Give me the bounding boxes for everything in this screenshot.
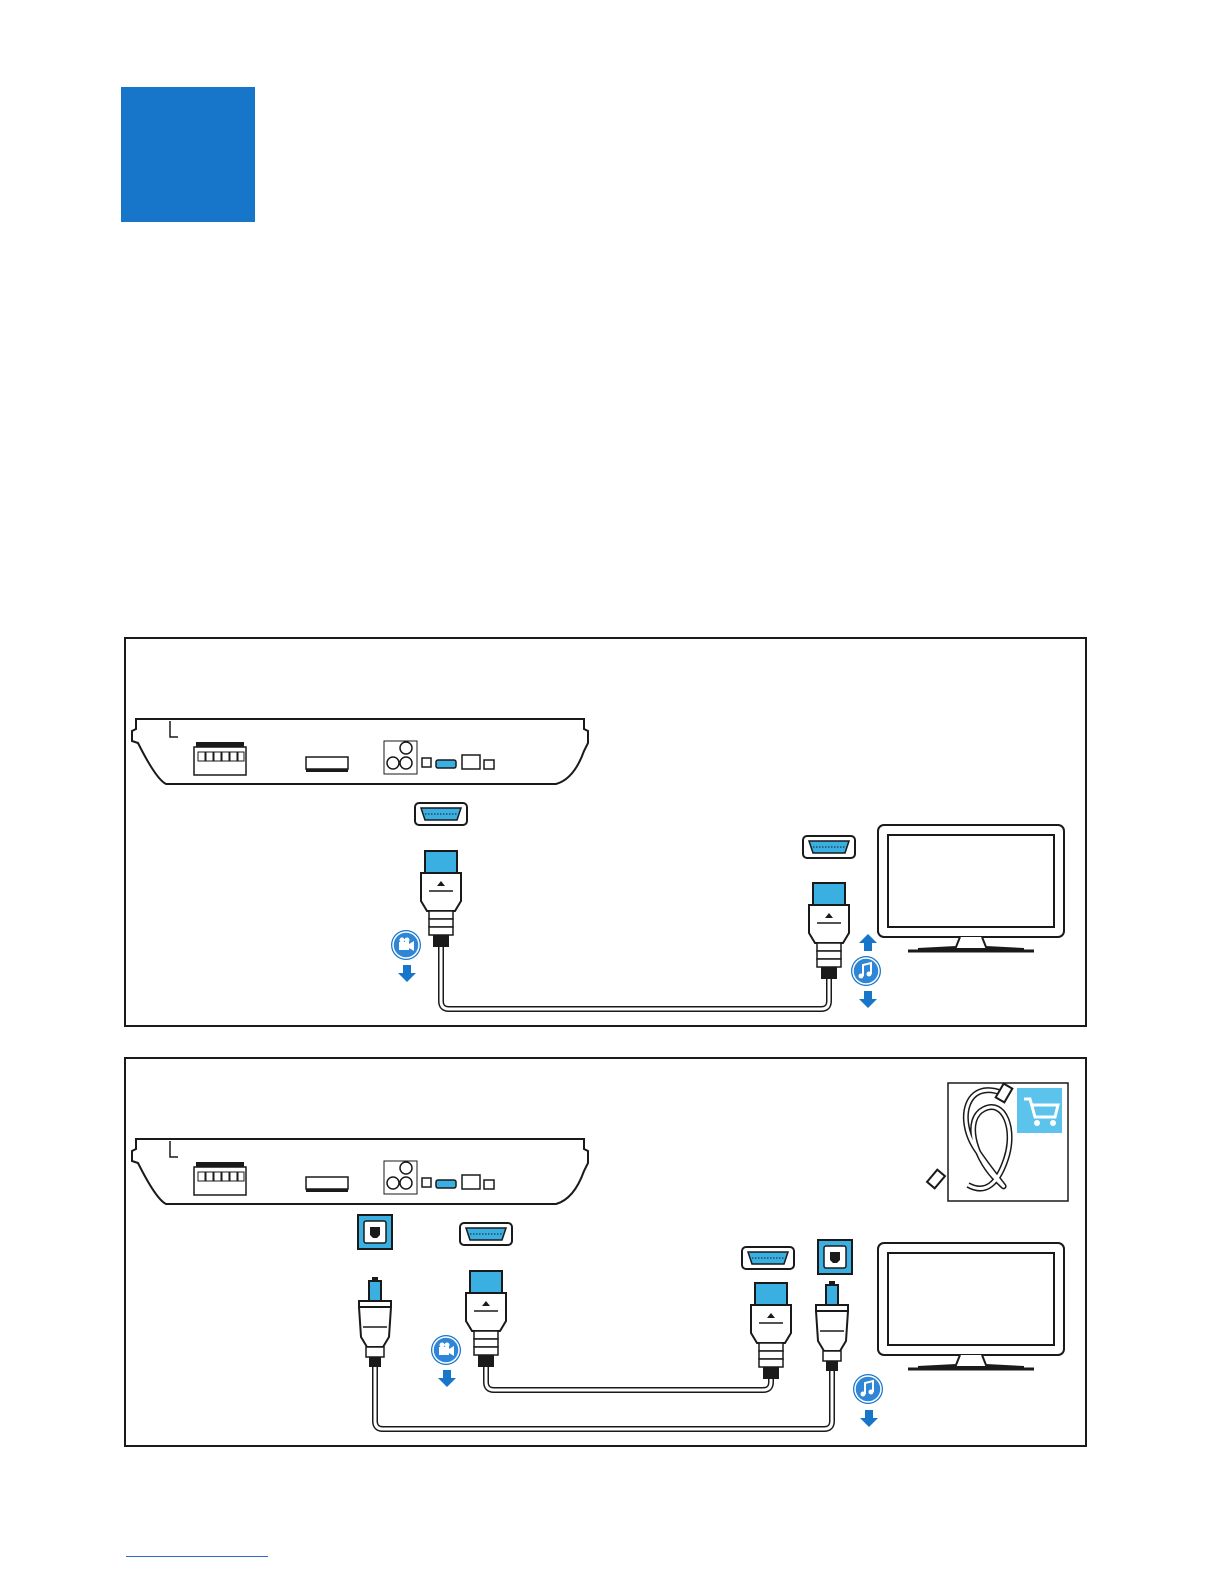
optical-plug-tv	[816, 1281, 848, 1371]
audio-icon	[851, 956, 881, 986]
hdmi-plug-player	[421, 851, 461, 947]
arrow-down-icon	[859, 991, 877, 1008]
hdmi-port-tv	[803, 836, 855, 858]
hdmi-plug-player	[466, 1271, 506, 1367]
audio-icon	[853, 1374, 883, 1404]
diagram-hdmi-arc	[124, 637, 1087, 1027]
hdmi-plug-tv	[809, 883, 849, 979]
hdmi-cable	[441, 947, 829, 1009]
video-icon	[431, 1335, 461, 1365]
arrow-down-icon	[860, 1410, 878, 1427]
hdmi-port-tv	[742, 1247, 794, 1269]
hdmi-port-player	[460, 1223, 512, 1245]
optical-port-player	[358, 1215, 392, 1249]
hdmi-port-player	[415, 803, 467, 825]
player-rear-panel	[132, 719, 588, 784]
video-icon	[391, 930, 421, 960]
arrow-down-icon	[398, 965, 416, 982]
optical-plug-player	[359, 1277, 391, 1367]
tv-icon	[878, 1243, 1064, 1369]
player-rear-panel	[132, 1139, 588, 1204]
arrow-up-icon	[859, 934, 877, 951]
diagram-hdmi-optical	[124, 1057, 1087, 1447]
shopping-cart-icon	[1017, 1088, 1062, 1133]
arrow-down-icon	[438, 1370, 456, 1387]
optical-port-tv	[818, 1240, 852, 1274]
footer-rule	[126, 1556, 268, 1557]
hdmi-cable	[486, 1367, 771, 1390]
chapter-number-block	[121, 87, 255, 222]
hdmi-plug-tv	[751, 1283, 791, 1379]
tv-icon	[878, 825, 1064, 951]
